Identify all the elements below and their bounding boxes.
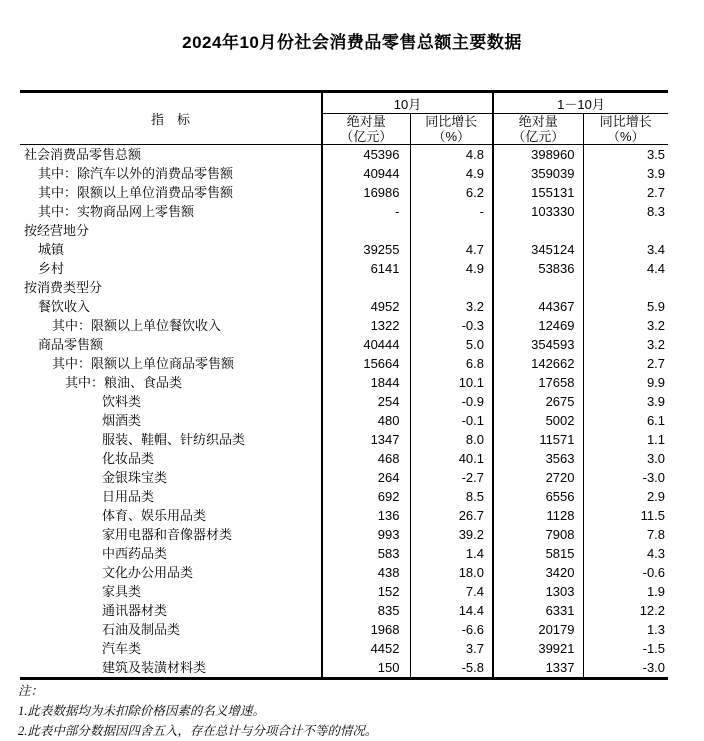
oct-absolute-cell: 16986 [322, 183, 410, 202]
table-row [20, 316, 668, 335]
ytd-absolute-cell: 39921 [493, 639, 583, 658]
ytd-yoy-cell: 11.5 [583, 506, 668, 525]
ytd-yoy-cell: -3.0 [583, 468, 668, 487]
ytd-absolute-cell: 2720 [493, 468, 583, 487]
ytd-absolute-cell: 17658 [493, 373, 583, 392]
oct-absolute-cell: 480 [322, 411, 410, 430]
indicator-cell: 日用品类 [102, 489, 155, 504]
table-row [20, 392, 668, 411]
oct-absolute-cell [322, 221, 410, 240]
table-row [20, 582, 668, 601]
ytd-yoy-cell: 1.1 [583, 430, 668, 449]
ytd-absolute-cell: 6331 [493, 601, 583, 620]
header-label: 绝对量 [518, 114, 558, 129]
oct-absolute-cell [322, 278, 410, 297]
ytd-yoy-cell: 1.9 [583, 582, 668, 601]
indicator-cell: 化妆品类 [102, 451, 155, 466]
ytd-yoy-cell: -1.5 [583, 639, 668, 658]
ytd-absolute-cell: 3563 [493, 449, 583, 468]
oct-yoy-cell: - [410, 202, 493, 221]
oct-absolute-cell: 4452 [322, 639, 410, 658]
oct-absolute-cell: 993 [322, 525, 410, 544]
ytd-yoy-cell: 5.9 [583, 297, 668, 316]
ytd-absolute-cell: 155131 [493, 183, 583, 202]
header-label: 同比增长 [425, 114, 478, 129]
oct-yoy-cell: 10.1 [410, 373, 493, 392]
ytd-yoy-cell [583, 221, 668, 240]
oct-absolute-cell: 40944 [322, 164, 410, 183]
indicator-cell: 文化办公用品类 [102, 565, 194, 580]
oct-absolute-cell: 835 [322, 601, 410, 620]
table-row [20, 449, 668, 468]
oct-yoy-cell: -6.6 [410, 620, 493, 639]
oct-yoy-cell: 7.4 [410, 582, 493, 601]
ytd-absolute-cell: 12469 [493, 316, 583, 335]
oct-absolute-cell: - [322, 202, 410, 221]
ytd-yoy-cell [583, 278, 668, 297]
ytd-absolute-cell: 53836 [493, 259, 583, 278]
oct-absolute-cell: 583 [322, 544, 410, 563]
oct-absolute-cell: 152 [322, 582, 410, 601]
table-row [20, 164, 668, 183]
table-row [20, 202, 668, 221]
oct-yoy-cell: 8.5 [410, 487, 493, 506]
ytd-absolute-cell: 44367 [493, 297, 583, 316]
col-header-oct-absolute [322, 114, 410, 145]
table-body [20, 145, 668, 679]
table-row [20, 563, 668, 582]
ytd-absolute-cell: 11571 [493, 430, 583, 449]
oct-absolute-cell: 15664 [322, 354, 410, 373]
indicator-cell: 体育、娱乐用品类 [102, 508, 207, 523]
ytd-yoy-cell: 2.7 [583, 354, 668, 373]
oct-yoy-cell: 18.0 [410, 563, 493, 582]
oct-absolute-cell: 692 [322, 487, 410, 506]
oct-yoy-cell: 3.2 [410, 297, 493, 316]
oct-absolute-cell: 150 [322, 658, 410, 679]
oct-absolute-cell: 254 [322, 392, 410, 411]
ytd-absolute-cell: 5815 [493, 544, 583, 563]
table-row [20, 468, 668, 487]
oct-absolute-cell: 40444 [322, 335, 410, 354]
oct-yoy-cell: -0.3 [410, 316, 493, 335]
table-header [20, 92, 668, 145]
table-row [20, 544, 668, 563]
oct-absolute-cell: 136 [322, 506, 410, 525]
ytd-yoy-cell: -3.0 [583, 658, 668, 679]
ytd-absolute-cell [493, 221, 583, 240]
indicator-cell: 烟酒类 [102, 413, 142, 428]
note-item-1: 1.此表数据均为未扣除价格因素的名义增速。 [18, 704, 265, 718]
ytd-absolute-cell: 5002 [493, 411, 583, 430]
oct-yoy-cell: 14.4 [410, 601, 493, 620]
oct-yoy-cell: 40.1 [410, 449, 493, 468]
ytd-absolute-cell: 359039 [493, 164, 583, 183]
indicator-cell: 饮料类 [102, 394, 142, 409]
oct-yoy-cell: -5.8 [410, 658, 493, 679]
ytd-yoy-cell: 3.9 [583, 392, 668, 411]
col-header-ytd-absolute [493, 114, 583, 145]
oct-yoy-cell: 4.7 [410, 240, 493, 259]
indicator-cell: 建筑及装潢材料类 [102, 660, 207, 675]
oct-absolute-cell: 1844 [322, 373, 410, 392]
table-row [20, 639, 668, 658]
indicator-cell: 石油及制品类 [102, 622, 181, 637]
oct-absolute-cell: 4952 [322, 297, 410, 316]
ytd-absolute-cell: 103330 [493, 202, 583, 221]
header-unit: （%） [432, 129, 471, 144]
ytd-absolute-cell: 354593 [493, 335, 583, 354]
oct-yoy-cell [410, 278, 493, 297]
ytd-yoy-cell: 7.8 [583, 525, 668, 544]
table-notes [18, 681, 678, 741]
indicator-cell: 商品零售额 [38, 337, 104, 352]
ytd-absolute-cell: 3420 [493, 563, 583, 582]
indicator-cell: 中西药品类 [102, 546, 168, 561]
ytd-yoy-cell: -0.6 [583, 563, 668, 582]
oct-absolute-cell: 438 [322, 563, 410, 582]
table-row [20, 278, 668, 297]
oct-yoy-cell: -0.1 [410, 411, 493, 430]
table-row [20, 525, 668, 544]
table-row [20, 620, 668, 639]
indicator-cell: 其中：限额以上单位消费品零售额 [38, 185, 234, 200]
ytd-yoy-cell: 1.3 [583, 620, 668, 639]
table-row [20, 335, 668, 354]
indicator-cell: 其中：除汽车以外的消费品零售额 [38, 166, 234, 181]
table-row [20, 221, 668, 240]
table-row [20, 183, 668, 202]
table-row [20, 658, 668, 679]
ytd-yoy-cell: 3.4 [583, 240, 668, 259]
ytd-yoy-cell: 4.3 [583, 544, 668, 563]
ytd-yoy-cell: 8.3 [583, 202, 668, 221]
ytd-absolute-cell: 345124 [493, 240, 583, 259]
ytd-yoy-cell: 2.7 [583, 183, 668, 202]
ytd-absolute-cell: 1128 [493, 506, 583, 525]
ytd-absolute-cell: 1303 [493, 582, 583, 601]
oct-absolute-cell: 1968 [322, 620, 410, 639]
table-row [20, 297, 668, 316]
ytd-absolute-cell: 7908 [493, 525, 583, 544]
indicator-cell: 城镇 [38, 242, 65, 257]
table-row [20, 259, 668, 278]
indicator-cell: 按消费类型分 [24, 280, 103, 295]
notes-label: 注： [18, 684, 44, 698]
ytd-absolute-cell: 142662 [493, 354, 583, 373]
table-row [20, 506, 668, 525]
oct-yoy-cell: 3.7 [410, 639, 493, 658]
ytd-yoy-cell: 3.5 [583, 145, 668, 165]
table-row [20, 145, 668, 165]
oct-absolute-cell: 39255 [322, 240, 410, 259]
ytd-absolute-cell: 398960 [493, 145, 583, 165]
indicator-cell: 通讯器材类 [102, 603, 168, 618]
page-title: 2024年10月份社会消费品零售总额主要数据 [182, 33, 522, 52]
oct-yoy-cell: 6.2 [410, 183, 493, 202]
oct-yoy-cell: 4.8 [410, 145, 493, 165]
indicator-cell: 服装、鞋帽、针纺织品类 [102, 432, 246, 447]
table-row [20, 487, 668, 506]
oct-yoy-cell: 39.2 [410, 525, 493, 544]
indicator-cell: 其中：实物商品网上零售额 [38, 204, 195, 219]
ytd-absolute-cell: 2675 [493, 392, 583, 411]
indicator-cell: 乡村 [38, 261, 65, 276]
oct-yoy-cell: 26.7 [410, 506, 493, 525]
oct-absolute-cell: 264 [322, 468, 410, 487]
ytd-yoy-cell: 3.2 [583, 316, 668, 335]
indicator-cell: 其中：限额以上单位商品零售额 [52, 356, 235, 371]
oct-yoy-cell: 8.0 [410, 430, 493, 449]
ytd-absolute-cell: 1337 [493, 658, 583, 679]
oct-absolute-cell: 45396 [322, 145, 410, 165]
col-header-ytd-yoy-growth [583, 114, 668, 145]
note-item-2: 2.此表中部分数据因四舍五入，存在总计与分项合计不等的情况。 [18, 724, 378, 738]
oct-absolute-cell: 1347 [322, 430, 410, 449]
oct-yoy-cell: -0.9 [410, 392, 493, 411]
ytd-absolute-cell: 6556 [493, 487, 583, 506]
oct-yoy-cell: -2.7 [410, 468, 493, 487]
oct-yoy-cell: 4.9 [410, 259, 493, 278]
col-header-oct-yoy-growth [410, 114, 493, 145]
oct-absolute-cell: 468 [322, 449, 410, 468]
header-unit: （%） [606, 129, 645, 144]
col-group-october: 10月 [322, 92, 493, 114]
oct-absolute-cell: 6141 [322, 259, 410, 278]
oct-absolute-cell: 1322 [322, 316, 410, 335]
indicator-cell: 家用电器和音像器材类 [102, 527, 233, 542]
table-row [20, 373, 668, 392]
header-unit: （亿元） [512, 129, 565, 144]
oct-yoy-cell: 1.4 [410, 544, 493, 563]
retail-sales-table [20, 90, 668, 680]
ytd-yoy-cell: 9.9 [583, 373, 668, 392]
ytd-absolute-cell [493, 278, 583, 297]
col-header-indicator: 指 标 [20, 92, 322, 145]
ytd-yoy-cell: 3.0 [583, 449, 668, 468]
oct-yoy-cell: 6.8 [410, 354, 493, 373]
table-row [20, 430, 668, 449]
ytd-yoy-cell: 6.1 [583, 411, 668, 430]
ytd-absolute-cell: 20179 [493, 620, 583, 639]
indicator-cell: 社会消费品零售总额 [24, 147, 142, 162]
ytd-yoy-cell: 12.2 [583, 601, 668, 620]
table-row [20, 601, 668, 620]
ytd-yoy-cell: 4.4 [583, 259, 668, 278]
oct-yoy-cell: 4.9 [410, 164, 493, 183]
ytd-yoy-cell: 2.9 [583, 487, 668, 506]
oct-yoy-cell [410, 221, 493, 240]
oct-yoy-cell: 5.0 [410, 335, 493, 354]
indicator-cell: 金银珠宝类 [102, 470, 168, 485]
indicator-cell: 按经营地分 [24, 223, 90, 238]
header-group-row [20, 92, 668, 114]
header-unit: （亿元） [340, 129, 393, 144]
header-label: 同比增长 [599, 114, 652, 129]
indicator-cell: 家具类 [102, 584, 142, 599]
indicator-cell: 其中：限额以上单位餐饮收入 [52, 318, 222, 333]
table-row [20, 354, 668, 373]
ytd-yoy-cell: 3.9 [583, 164, 668, 183]
indicator-cell: 餐饮收入 [38, 299, 91, 314]
indicator-cell: 汽车类 [102, 641, 142, 656]
ytd-yoy-cell: 3.2 [583, 335, 668, 354]
header-label: 绝对量 [346, 114, 386, 129]
col-group-jan-to-oct: 1－10月 [493, 92, 668, 114]
table-row [20, 411, 668, 430]
table-row [20, 240, 668, 259]
indicator-cell: 其中：粮油、食品类 [65, 375, 183, 390]
